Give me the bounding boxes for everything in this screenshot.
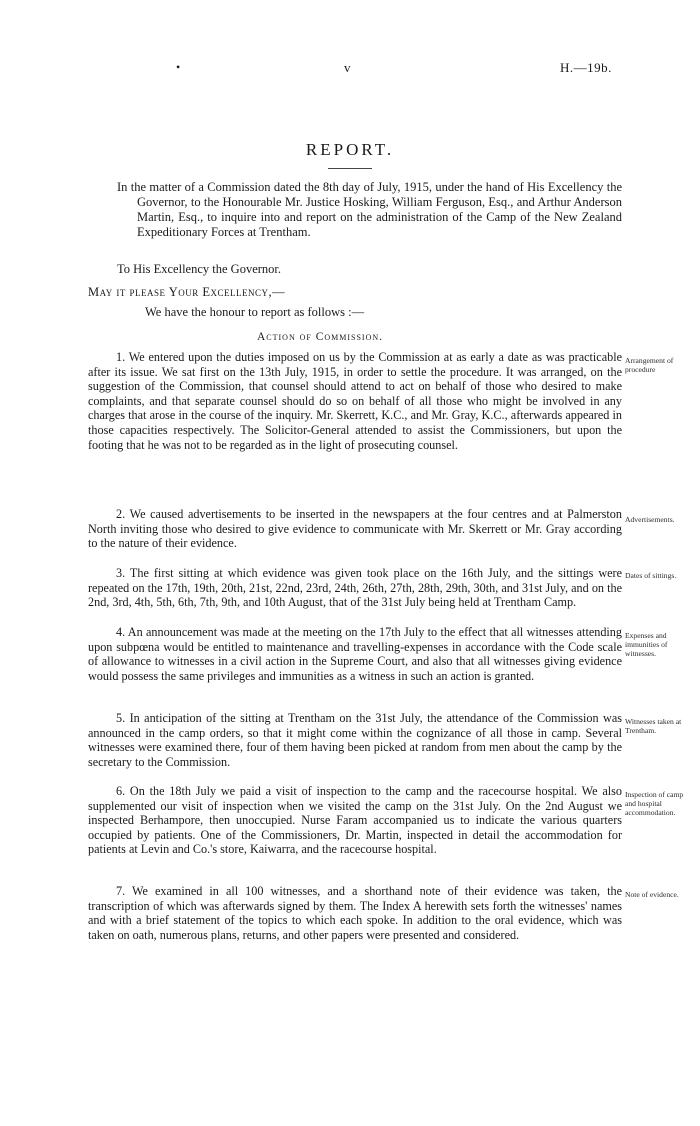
margin-note-sittings: Dates of sittings. [625,571,677,580]
header-bullet: • [176,60,181,74]
body-paragraph-6 [88,784,622,857]
page-number: v [344,60,351,75]
paragraph-text: 3. The first sitting at which evidence was given took place on the 16th July, and the sittings were repeated on the 17th, 19th, 20th, 21st, 22nd, 23rd, 24th, 26th, 27th, 28th, 29th, 30th, and 31st July, and on the 2nd, 3rd, 4th, 5th, 6th, 7th, 9th, and 10th August, that of the 31st July being held at Trentham Camp. [88,566,622,610]
paragraph-text: 7. We examined in all 100 witnesses, and a shorthand note of their evidence was taken, the transcription of which was afterwards signed by them. The Index A herewith sets forth the witnesses' names and with a brief statement of the topics to which each spoke. In addition to the oral evidence, which was taken on oath, numerous plans, returns, and other papers were presented and considered. [88,884,622,942]
paragraph-text: 1. We entered upon the duties imposed on us by the Commission at as early a date as was practicable after its issue. We sat first on the 13th July, 1915, in order to settle the procedure. It was arranged, on the suggestion of the Commission, that counsel should attend to act on behalf of those who desired to make complaints, and that separate counsel should do so on behalf of all those who might be involved in any charges that arose in the course of the inquiry. Mr. Skerrett, K.C., and Mr. Gray, K.C., afterwards appeared in those capacities respectively. The Solicitor-General attended to assist the Commissioners, but upon the footing that he was not to be regarded as in the light of prosecuting counsel. [88,350,622,452]
margin-note-expenses: Expenses and immunities of witnesses. [625,631,668,658]
section-heading: Action of Commission. [256,331,384,343]
paragraph-text: 6. On the 18th July we paid a visit of inspection to the camp and the racecourse hospital. We also supplemented our visit of inspection when we visited the camp on the 31st July. On the 2nd August we inspected Berhampore, then unoccupied. Nurse Faram accompanied us to indicate the various quarters occupied by patients. One of the Commissioners, Dr. Martin, inspected in detail the accommodation for patients at Levin and Co.'s store, Kaiwarra, and the racecourse hospital. [88,784,622,857]
body-paragraph-7 [88,884,622,942]
report-title: REPORT. [305,140,395,159]
margin-note-advertisements: Advertisements. [625,515,675,524]
body-paragraph-4 [88,625,622,683]
body-paragraph-1 [88,350,622,452]
body-paragraph-3 [88,566,622,610]
margin-note-procedure: Arrangement of procedure [625,356,674,374]
commission-preamble: In the matter of a Commission dated the 8th day of July, 1915, under the hand of His Excellency the Governor, to the Honourable Mr. Justice Hosking, William Ferguson, Esq., and Arthur Anderson Martin, Esq., to inquire into and report on the administration of the Camp of the New Zealand Expeditionary Forces at Trentham. [117,180,622,239]
paragraph-text: 5. In anticipation of the sitting at Trentham on the 31st July, the attendance of the Commission was announced in the camp orders, so that it might come within the cognizance of all those in camp. Several witnesses were examined there, four of them having been picked at random from men about the camp by the secretary to the Commission. [88,711,622,769]
address-line: To His Excellency the Governor. [117,262,282,276]
paragraph-text: 2. We caused advertisements to be inserted in the newspapers at the four centres and at Palmerston North inviting those who desired to give evidence to communicate with Mr. Skerrett or Mr. Gray according to the nature of their evidence. [88,507,622,551]
title-rule [328,168,372,169]
document-reference: H.—19b. [560,60,612,75]
body-paragraph-5 [88,711,622,769]
margin-note-inspection: Inspection of camp and hospital accommodation. [625,790,684,817]
paragraph-text: 4. An announcement was made at the meeting on the 17th July to the effect that all witnesses attending upon subpœna would be entitled to maintenance and travelling-expenses in accordance with the Code scale of allowance to witnesses in a civil action in the Supreme Court, and also that all witnesses giving evidence would possess the same privileges and immunities as a witness in such an action is granted. [88,625,622,683]
body-paragraph-2 [88,507,622,551]
margin-note-witnesses: Witnesses taken at Trentham. [625,717,682,735]
opening-line: We have the honour to report as follows :— [145,305,365,319]
margin-note-evidence: Note of evidence. [625,890,679,899]
salutation: May it please Your Excellency,— [88,285,286,299]
